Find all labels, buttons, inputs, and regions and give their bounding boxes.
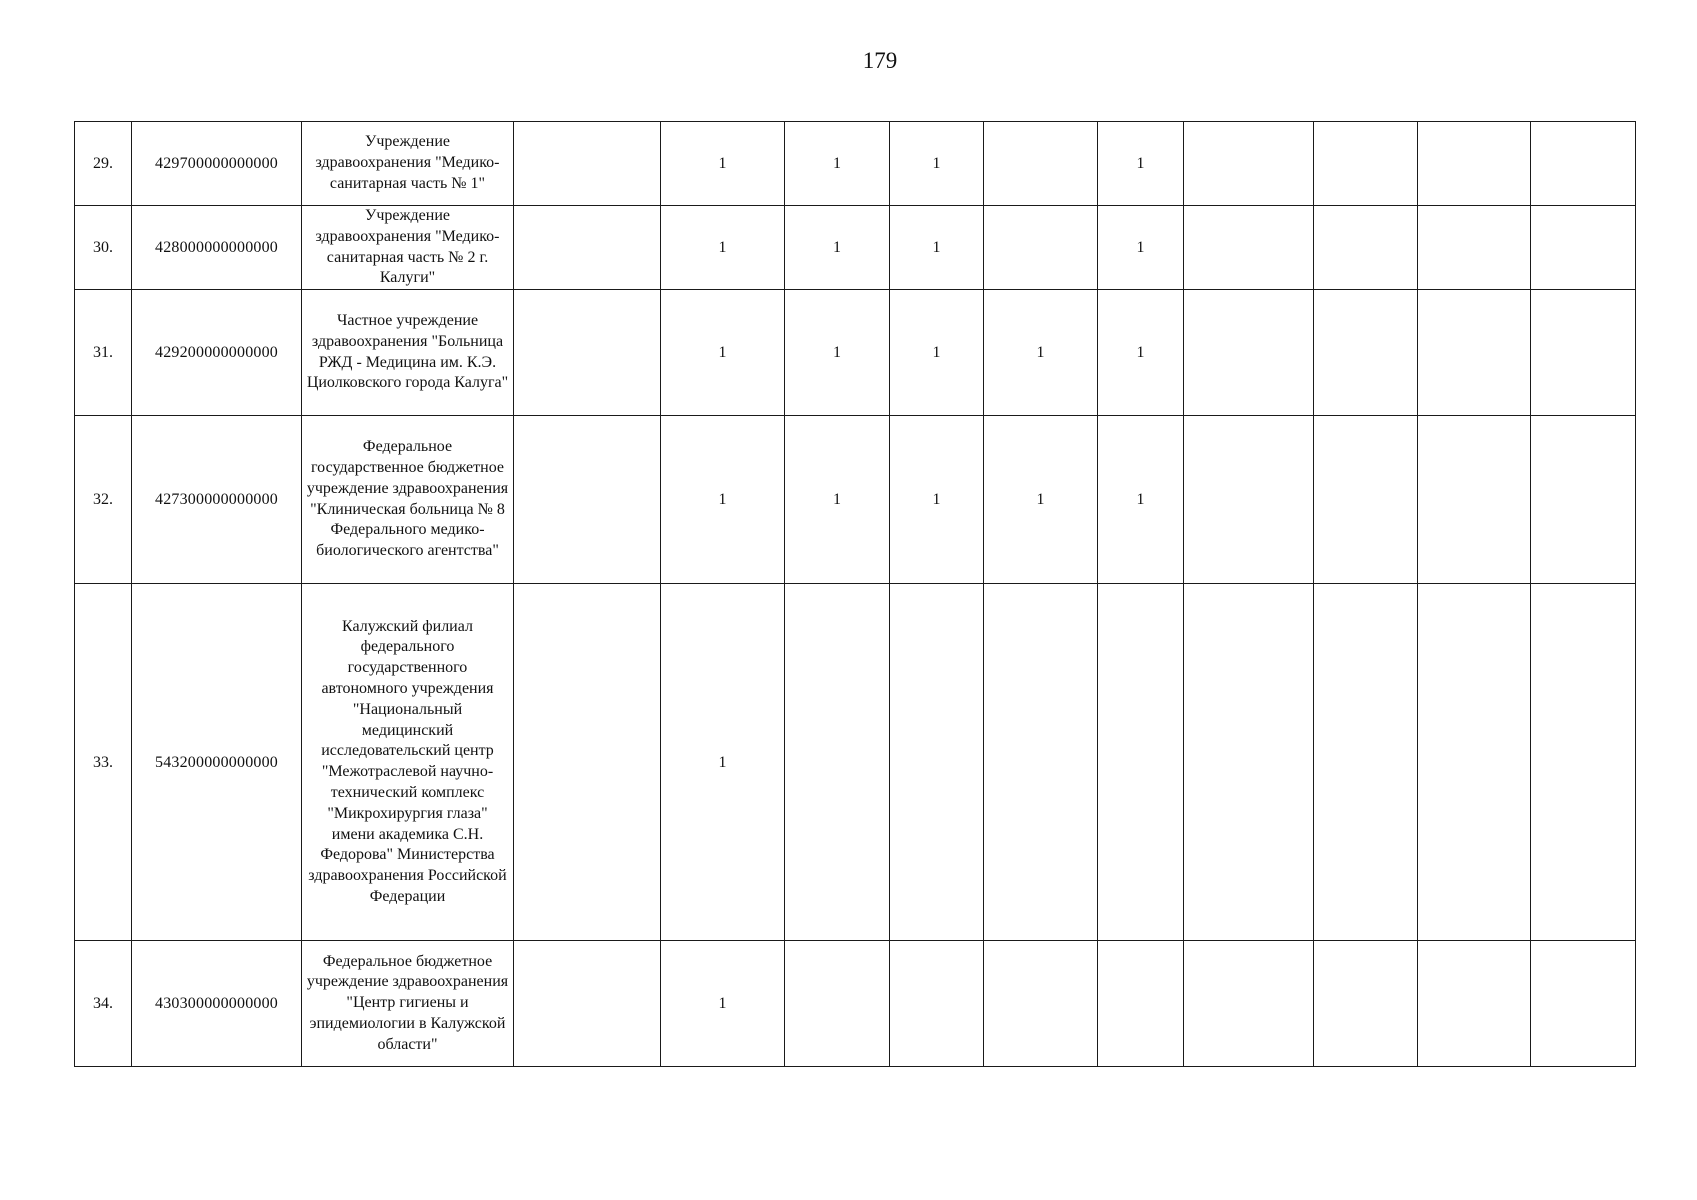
mark-cell xyxy=(984,122,1098,206)
table-row xyxy=(75,584,1636,941)
mark-cell: 1 xyxy=(785,416,890,584)
mark-cell xyxy=(1184,122,1314,206)
mark-cell xyxy=(1418,122,1531,206)
mark-cell: 1 xyxy=(661,416,785,584)
table-body xyxy=(75,122,1636,1067)
mark-cell xyxy=(1184,941,1314,1067)
row-number: 32. xyxy=(75,416,132,584)
row-number: 29. xyxy=(75,122,132,206)
mark-cell xyxy=(1418,584,1531,941)
institution-name: Учреждение здравоохранения "Медико-санитарная часть № 2 г. Калуги" xyxy=(302,206,514,290)
mark-cell xyxy=(984,584,1098,941)
mark-cell: 1 xyxy=(661,584,785,941)
table-row xyxy=(75,206,1636,290)
mark-cell xyxy=(1531,416,1636,584)
mark-cell xyxy=(514,122,661,206)
page-number: 179 xyxy=(862,48,898,73)
mark-cell xyxy=(1418,290,1531,416)
mark-cell xyxy=(1531,941,1636,1067)
mark-cell xyxy=(1314,416,1418,584)
mark-cell: 1 xyxy=(890,122,984,206)
institution-code: 430300000000000 xyxy=(132,941,302,1067)
mark-cell xyxy=(1531,206,1636,290)
row-number: 30. xyxy=(75,206,132,290)
mark-cell: 1 xyxy=(984,290,1098,416)
mark-cell xyxy=(1184,290,1314,416)
mark-cell xyxy=(1314,122,1418,206)
mark-cell: 1 xyxy=(661,122,785,206)
row-number: 31. xyxy=(75,290,132,416)
mark-cell xyxy=(984,941,1098,1067)
institution-name: Калужский филиал федерального государственного автономного учреждения "Национальный медицинский исследовательский центр "Межотраслевой научно-технический комплекс "Микрохирургия глаза" имени академика С.Н. Федорова" Министерства здравоохранения Российской Федерации xyxy=(302,584,514,941)
mark-cell xyxy=(984,206,1098,290)
institution-name: Учреждение здравоохранения "Медико-санитарная часть № 1" xyxy=(302,122,514,206)
mark-cell xyxy=(1184,206,1314,290)
mark-cell: 1 xyxy=(661,290,785,416)
mark-cell xyxy=(514,584,661,941)
institution-name: Частное учреждение здравоохранения "Больница РЖД - Медицина им. К.Э. Циолковского города Калуга" xyxy=(302,290,514,416)
institution-code: 429200000000000 xyxy=(132,290,302,416)
table-row xyxy=(75,416,1636,584)
mark-cell xyxy=(514,206,661,290)
mark-cell xyxy=(514,290,661,416)
mark-cell xyxy=(1418,941,1531,1067)
mark-cell: 1 xyxy=(890,206,984,290)
institution-code: 428000000000000 xyxy=(132,206,302,290)
table-row xyxy=(75,122,1636,206)
table-row xyxy=(75,941,1636,1067)
institution-code: 429700000000000 xyxy=(132,122,302,206)
mark-cell xyxy=(785,584,890,941)
mark-cell: 1 xyxy=(1098,290,1184,416)
mark-cell xyxy=(890,941,984,1067)
row-number: 34. xyxy=(75,941,132,1067)
mark-cell xyxy=(1531,584,1636,941)
mark-cell: 1 xyxy=(661,206,785,290)
mark-cell xyxy=(1531,122,1636,206)
mark-cell: 1 xyxy=(984,416,1098,584)
mark-cell xyxy=(1098,584,1184,941)
mark-cell xyxy=(1531,290,1636,416)
row-number: 33. xyxy=(75,584,132,941)
mark-cell xyxy=(1184,416,1314,584)
mark-cell xyxy=(514,416,661,584)
mark-cell xyxy=(1184,584,1314,941)
mark-cell: 1 xyxy=(1098,122,1184,206)
mark-cell: 1 xyxy=(785,122,890,206)
mark-cell xyxy=(1098,941,1184,1067)
mark-cell xyxy=(1314,290,1418,416)
mark-cell xyxy=(514,941,661,1067)
mark-cell: 1 xyxy=(1098,206,1184,290)
mark-cell: 1 xyxy=(890,416,984,584)
mark-cell xyxy=(785,941,890,1067)
mark-cell xyxy=(1418,416,1531,584)
institution-code: 543200000000000 xyxy=(132,584,302,941)
institutions-table xyxy=(74,121,1636,1067)
mark-cell xyxy=(1314,584,1418,941)
mark-cell xyxy=(890,584,984,941)
mark-cell: 1 xyxy=(890,290,984,416)
table-row xyxy=(75,290,1636,416)
mark-cell: 1 xyxy=(785,290,890,416)
institution-name: Федеральное бюджетное учреждение здравоохранения "Центр гигиены и эпидемиологии в Калужской области" xyxy=(302,941,514,1067)
institution-code: 427300000000000 xyxy=(132,416,302,584)
mark-cell: 1 xyxy=(785,206,890,290)
mark-cell xyxy=(1418,206,1531,290)
mark-cell xyxy=(1314,206,1418,290)
mark-cell: 1 xyxy=(661,941,785,1067)
mark-cell: 1 xyxy=(1098,416,1184,584)
institution-name: Федеральное государственное бюджетное учреждение здравоохранения "Клиническая больница № 8 Федерального медико-биологического агентства" xyxy=(302,416,514,584)
mark-cell xyxy=(1314,941,1418,1067)
